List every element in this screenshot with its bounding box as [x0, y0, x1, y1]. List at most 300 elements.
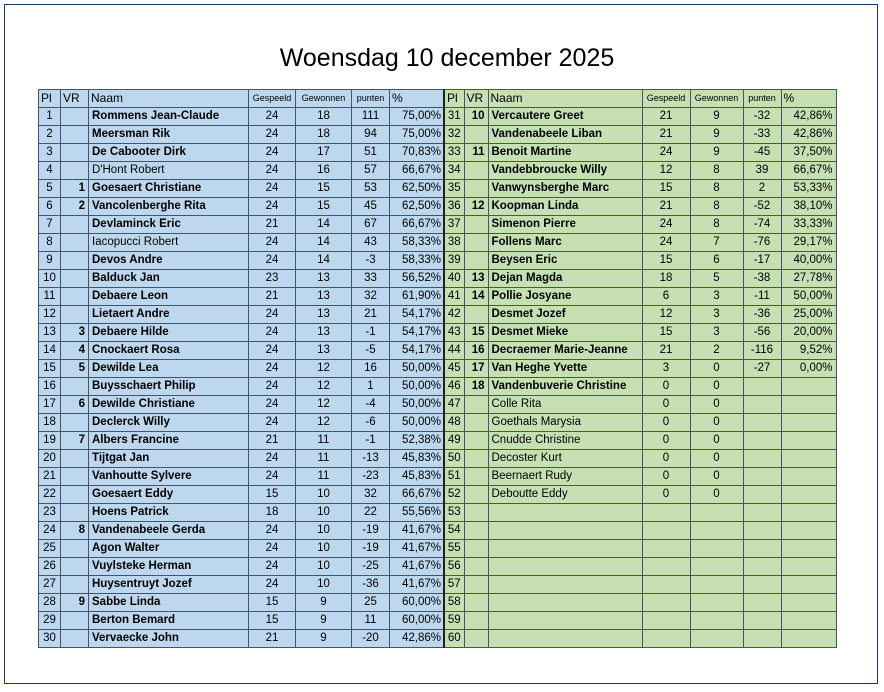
- cell-pct: 0,00%: [781, 360, 836, 378]
- table-row: [444, 360, 836, 378]
- table-row: [444, 252, 836, 270]
- table-row: [39, 450, 445, 468]
- cell-vr: [464, 216, 488, 234]
- cell-naam: Beernaert Rudy: [488, 468, 642, 486]
- cell-pct: [781, 468, 836, 486]
- cell-naam: Simenon Pierre: [488, 216, 642, 234]
- cell-naam: Van Heghe Yvette: [488, 360, 642, 378]
- table-row: [444, 594, 836, 612]
- cell-pl: 29: [39, 612, 61, 630]
- cell-gespeeld: 21: [642, 342, 690, 360]
- cell-pl: 19: [39, 432, 61, 450]
- cell-pl: 57: [444, 576, 464, 594]
- table-row: [444, 288, 836, 306]
- cell-gewonnen: 0: [690, 432, 743, 450]
- table-row: [444, 144, 836, 162]
- cell-gespeeld: 24: [642, 216, 690, 234]
- cell-pl: 27: [39, 576, 61, 594]
- cell-pct: 58,33%: [390, 234, 445, 252]
- cell-pct: [781, 594, 836, 612]
- cell-punten: -76: [743, 234, 781, 252]
- table-row: [39, 504, 445, 522]
- cell-gewonnen: [690, 540, 743, 558]
- cell-pct: [781, 486, 836, 504]
- cell-pct: 56,52%: [390, 270, 445, 288]
- cell-gespeeld: 0: [642, 396, 690, 414]
- cell-punten: -6: [352, 414, 390, 432]
- cell-pct: 60,00%: [390, 594, 445, 612]
- cell-naam: Vuylsteke Herman: [89, 558, 249, 576]
- cell-pl: 59: [444, 612, 464, 630]
- table-header-row: [39, 90, 445, 108]
- cell-gewonnen: 8: [690, 198, 743, 216]
- cell-punten: [743, 504, 781, 522]
- cell-vr: [464, 630, 488, 648]
- cell-vr: [61, 558, 89, 576]
- table-row: [444, 342, 836, 360]
- cell-vr: 11: [464, 144, 488, 162]
- cell-pl: 56: [444, 558, 464, 576]
- cell-gespeeld: 24: [249, 540, 296, 558]
- cell-vr: [464, 540, 488, 558]
- cell-vr: 4: [61, 342, 89, 360]
- cell-pct: 60,00%: [390, 612, 445, 630]
- cell-gespeeld: 18: [642, 270, 690, 288]
- cell-punten: -19: [352, 540, 390, 558]
- cell-gewonnen: 12: [296, 396, 352, 414]
- cell-punten: 25: [352, 594, 390, 612]
- cell-gespeeld: [642, 594, 690, 612]
- table-row: [39, 522, 445, 540]
- cell-gewonnen: 17: [296, 144, 352, 162]
- cell-punten: -52: [743, 198, 781, 216]
- cell-pl: 11: [39, 288, 61, 306]
- cell-punten: 67: [352, 216, 390, 234]
- cell-gespeeld: 24: [249, 468, 296, 486]
- cell-naam: Berton Bemard: [89, 612, 249, 630]
- cell-gespeeld: 24: [249, 198, 296, 216]
- cell-gespeeld: [642, 612, 690, 630]
- cell-naam: Desmet Jozef: [488, 306, 642, 324]
- header-pct: %: [781, 90, 836, 108]
- cell-vr: [61, 414, 89, 432]
- cell-pl: 47: [444, 396, 464, 414]
- cell-pct: 54,17%: [390, 306, 445, 324]
- cell-pl: 38: [444, 234, 464, 252]
- cell-naam: Buysschaert Philip: [89, 378, 249, 396]
- cell-vr: 13: [464, 270, 488, 288]
- table-row: [444, 468, 836, 486]
- cell-naam: Devlaminck Eric: [89, 216, 249, 234]
- cell-pct: 54,17%: [390, 324, 445, 342]
- cell-punten: 16: [352, 360, 390, 378]
- table-row: [39, 558, 445, 576]
- cell-naam: [488, 594, 642, 612]
- cell-pl: 39: [444, 252, 464, 270]
- cell-gespeeld: 24: [249, 576, 296, 594]
- cell-gewonnen: 0: [690, 468, 743, 486]
- table-row: [39, 126, 445, 144]
- table-row: [39, 486, 445, 504]
- cell-naam: Declerck Willy: [89, 414, 249, 432]
- cell-pl: 36: [444, 198, 464, 216]
- cell-gewonnen: 14: [296, 234, 352, 252]
- cell-punten: 53: [352, 180, 390, 198]
- cell-pl: 24: [39, 522, 61, 540]
- cell-vr: [464, 594, 488, 612]
- cell-vr: 16: [464, 342, 488, 360]
- cell-vr: [464, 612, 488, 630]
- cell-vr: 2: [61, 198, 89, 216]
- cell-gespeeld: 24: [249, 126, 296, 144]
- cell-pct: 55,56%: [390, 504, 445, 522]
- cell-punten: [743, 450, 781, 468]
- cell-pct: 33,33%: [781, 216, 836, 234]
- cell-pl: 22: [39, 486, 61, 504]
- cell-vr: [61, 450, 89, 468]
- cell-gespeeld: 21: [642, 198, 690, 216]
- cell-pl: 33: [444, 144, 464, 162]
- cell-punten: -13: [352, 450, 390, 468]
- table-row: [39, 162, 445, 180]
- table-row: [39, 198, 445, 216]
- cell-pl: 42: [444, 306, 464, 324]
- cell-gespeeld: [642, 522, 690, 540]
- table-row: [444, 270, 836, 288]
- cell-naam: Beysen Eric: [488, 252, 642, 270]
- table-row: [39, 612, 445, 630]
- cell-pct: [781, 576, 836, 594]
- table-row: [39, 270, 445, 288]
- cell-vr: [464, 306, 488, 324]
- cell-naam: Vanwynsberghe Marc: [488, 180, 642, 198]
- cell-pl: 58: [444, 594, 464, 612]
- table-row: [444, 396, 836, 414]
- cell-gespeeld: 24: [249, 360, 296, 378]
- cell-punten: -38: [743, 270, 781, 288]
- cell-naam: Albers Francine: [89, 432, 249, 450]
- cell-vr: [464, 162, 488, 180]
- cell-gespeeld: 6: [642, 288, 690, 306]
- cell-vr: [464, 504, 488, 522]
- cell-punten: [743, 378, 781, 396]
- cell-pl: 20: [39, 450, 61, 468]
- cell-naam: Desmet Mieke: [488, 324, 642, 342]
- cell-pct: 29,17%: [781, 234, 836, 252]
- cell-pl: 25: [39, 540, 61, 558]
- cell-gewonnen: 0: [690, 360, 743, 378]
- table-row: [444, 576, 836, 594]
- cell-gespeeld: 12: [642, 162, 690, 180]
- cell-gewonnen: 14: [296, 252, 352, 270]
- cell-gewonnen: 9: [690, 108, 743, 126]
- cell-pct: 66,67%: [781, 162, 836, 180]
- cell-pct: [781, 612, 836, 630]
- cell-punten: -5: [352, 342, 390, 360]
- cell-naam: Dejan Magda: [488, 270, 642, 288]
- cell-punten: [743, 432, 781, 450]
- cell-punten: -45: [743, 144, 781, 162]
- cell-vr: 5: [61, 360, 89, 378]
- cell-gewonnen: 8: [690, 162, 743, 180]
- cell-pct: 41,67%: [390, 522, 445, 540]
- cell-punten: -56: [743, 324, 781, 342]
- cell-pl: 50: [444, 450, 464, 468]
- cell-naam: [488, 558, 642, 576]
- cell-gespeeld: 24: [249, 162, 296, 180]
- cell-pl: 8: [39, 234, 61, 252]
- cell-punten: -116: [743, 342, 781, 360]
- cell-vr: 3: [61, 324, 89, 342]
- cell-pct: [781, 540, 836, 558]
- cell-vr: 18: [464, 378, 488, 396]
- cell-punten: 33: [352, 270, 390, 288]
- cell-pct: 75,00%: [390, 126, 445, 144]
- cell-gewonnen: 9: [296, 612, 352, 630]
- cell-gewonnen: 18: [296, 108, 352, 126]
- cell-vr: 1: [61, 180, 89, 198]
- cell-gewonnen: 5: [690, 270, 743, 288]
- cell-vr: [464, 450, 488, 468]
- cell-gespeeld: 15: [249, 486, 296, 504]
- cell-naam: Agon Walter: [89, 540, 249, 558]
- header-gespeeld: Gespeeld: [642, 90, 690, 108]
- cell-gewonnen: 14: [296, 216, 352, 234]
- cell-pct: 45,83%: [390, 450, 445, 468]
- cell-pl: 41: [444, 288, 464, 306]
- cell-gespeeld: 15: [249, 612, 296, 630]
- cell-vr: [61, 378, 89, 396]
- cell-pl: 35: [444, 180, 464, 198]
- table-row: [444, 306, 836, 324]
- cell-naam: Hoens Patrick: [89, 504, 249, 522]
- cell-pl: 12: [39, 306, 61, 324]
- cell-vr: [464, 486, 488, 504]
- table-row: [39, 630, 445, 648]
- cell-vr: 8: [61, 522, 89, 540]
- cell-gewonnen: [690, 612, 743, 630]
- cell-naam: Vandenabeele Liban: [488, 126, 642, 144]
- cell-naam: Vandebbroucke Willy: [488, 162, 642, 180]
- table-row: [39, 432, 445, 450]
- table-row: [444, 558, 836, 576]
- cell-punten: -27: [743, 360, 781, 378]
- table-row: [444, 540, 836, 558]
- cell-pl: 28: [39, 594, 61, 612]
- table-row: [39, 396, 445, 414]
- table-row: [444, 612, 836, 630]
- cell-vr: [61, 486, 89, 504]
- cell-naam: Deboutte Eddy: [488, 486, 642, 504]
- cell-pl: 32: [444, 126, 464, 144]
- table-row: [39, 378, 445, 396]
- cell-punten: [743, 396, 781, 414]
- cell-vr: [464, 468, 488, 486]
- cell-punten: [743, 594, 781, 612]
- cell-naam: Debaere Hilde: [89, 324, 249, 342]
- cell-naam: [488, 612, 642, 630]
- cell-gewonnen: 3: [690, 324, 743, 342]
- table-row: [39, 144, 445, 162]
- cell-naam: Cnudde Christine: [488, 432, 642, 450]
- cell-gespeeld: 24: [249, 414, 296, 432]
- cell-naam: Cnockaert Rosa: [89, 342, 249, 360]
- cell-pl: 48: [444, 414, 464, 432]
- cell-vr: 7: [61, 432, 89, 450]
- cell-pct: [781, 414, 836, 432]
- cell-gewonnen: 7: [690, 234, 743, 252]
- cell-pct: 9,52%: [781, 342, 836, 360]
- cell-vr: [464, 432, 488, 450]
- cell-pl: 2: [39, 126, 61, 144]
- cell-pl: 9: [39, 252, 61, 270]
- cell-gewonnen: 0: [690, 396, 743, 414]
- cell-pl: 31: [444, 108, 464, 126]
- cell-naam: [488, 522, 642, 540]
- cell-vr: [464, 576, 488, 594]
- cell-vr: 14: [464, 288, 488, 306]
- cell-gespeeld: 24: [249, 234, 296, 252]
- cell-gewonnen: [690, 522, 743, 540]
- cell-gespeeld: 24: [249, 396, 296, 414]
- cell-gewonnen: 10: [296, 486, 352, 504]
- header-vr: VR: [464, 90, 488, 108]
- cell-gespeeld: 24: [249, 450, 296, 468]
- cell-naam: Benoit Martine: [488, 144, 642, 162]
- cell-pct: 66,67%: [390, 216, 445, 234]
- table-row: [444, 378, 836, 396]
- cell-punten: 57: [352, 162, 390, 180]
- cell-pl: 54: [444, 522, 464, 540]
- cell-pct: 54,17%: [390, 342, 445, 360]
- cell-vr: 6: [61, 396, 89, 414]
- cell-pl: 60: [444, 630, 464, 648]
- cell-pct: 42,86%: [781, 108, 836, 126]
- cell-pct: [781, 432, 836, 450]
- cell-pl: 26: [39, 558, 61, 576]
- cell-naam: Debaere Leon: [89, 288, 249, 306]
- cell-pct: [781, 630, 836, 648]
- cell-gewonnen: 13: [296, 324, 352, 342]
- cell-punten: 51: [352, 144, 390, 162]
- cell-vr: [61, 270, 89, 288]
- cell-pct: 58,33%: [390, 252, 445, 270]
- cell-gewonnen: [690, 630, 743, 648]
- cell-vr: [61, 306, 89, 324]
- cell-punten: [743, 612, 781, 630]
- cell-pl: 7: [39, 216, 61, 234]
- cell-vr: 17: [464, 360, 488, 378]
- table-row: [444, 126, 836, 144]
- cell-pl: 53: [444, 504, 464, 522]
- table-row: [39, 576, 445, 594]
- cell-pct: [781, 378, 836, 396]
- cell-gespeeld: 21: [249, 216, 296, 234]
- header-naam: Naam: [89, 90, 249, 108]
- cell-punten: 32: [352, 288, 390, 306]
- table-row: [39, 468, 445, 486]
- table-row: [444, 522, 836, 540]
- table-row: [39, 324, 445, 342]
- table-row: [39, 252, 445, 270]
- cell-naam: Lietaert Andre: [89, 306, 249, 324]
- page-title: Woensdag 10 december 2025: [279, 44, 615, 72]
- cell-gewonnen: 0: [690, 414, 743, 432]
- cell-pl: 6: [39, 198, 61, 216]
- cell-gespeeld: 21: [642, 108, 690, 126]
- table-row: [444, 450, 836, 468]
- cell-gespeeld: 24: [249, 522, 296, 540]
- header-punten: punten: [352, 90, 390, 108]
- cell-gespeeld: 21: [249, 630, 296, 648]
- header-pct: %: [390, 90, 445, 108]
- cell-punten: -1: [352, 324, 390, 342]
- cell-pl: 15: [39, 360, 61, 378]
- cell-pl: 51: [444, 468, 464, 486]
- cell-gewonnen: 13: [296, 306, 352, 324]
- cell-gespeeld: 3: [642, 360, 690, 378]
- cell-naam: De Cabooter Dirk: [89, 144, 249, 162]
- cell-gewonnen: 16: [296, 162, 352, 180]
- cell-pct: [781, 558, 836, 576]
- cell-naam: Dewilde Christiane: [89, 396, 249, 414]
- table-row: [444, 108, 836, 126]
- cell-punten: -1: [352, 432, 390, 450]
- cell-punten: -3: [352, 252, 390, 270]
- cell-vr: [464, 234, 488, 252]
- cell-gewonnen: 10: [296, 540, 352, 558]
- cell-gewonnen: 10: [296, 558, 352, 576]
- cell-punten: 39: [743, 162, 781, 180]
- cell-gespeeld: 12: [642, 306, 690, 324]
- cell-pl: 40: [444, 270, 464, 288]
- cell-pl: 1: [39, 108, 61, 126]
- ranking-table-left: [38, 89, 445, 648]
- cell-gespeeld: 15: [642, 180, 690, 198]
- cell-pct: 50,00%: [781, 288, 836, 306]
- cell-pct: 40,00%: [781, 252, 836, 270]
- cell-vr: [61, 216, 89, 234]
- cell-punten: [743, 522, 781, 540]
- cell-pl: 3: [39, 144, 61, 162]
- table-row: [444, 198, 836, 216]
- cell-gewonnen: 11: [296, 468, 352, 486]
- cell-naam: Meersman Rik: [89, 126, 249, 144]
- cell-vr: [464, 558, 488, 576]
- cell-gewonnen: 12: [296, 378, 352, 396]
- cell-pl: 17: [39, 396, 61, 414]
- table-header-row: [444, 90, 836, 108]
- cell-gespeeld: 23: [249, 270, 296, 288]
- cell-gespeeld: 24: [249, 306, 296, 324]
- cell-punten: -36: [743, 306, 781, 324]
- cell-punten: -36: [352, 576, 390, 594]
- cell-punten: -25: [352, 558, 390, 576]
- header-gewonnen: Gewonnen: [690, 90, 743, 108]
- cell-vr: [464, 126, 488, 144]
- cell-pct: 37,50%: [781, 144, 836, 162]
- cell-gewonnen: [690, 576, 743, 594]
- table-row: [39, 306, 445, 324]
- cell-gewonnen: 0: [690, 378, 743, 396]
- cell-punten: [743, 414, 781, 432]
- table-row: [39, 342, 445, 360]
- cell-naam: Balduck Jan: [89, 270, 249, 288]
- table-row: [39, 540, 445, 558]
- cell-vr: 15: [464, 324, 488, 342]
- table-row: [444, 414, 836, 432]
- cell-gewonnen: 9: [296, 630, 352, 648]
